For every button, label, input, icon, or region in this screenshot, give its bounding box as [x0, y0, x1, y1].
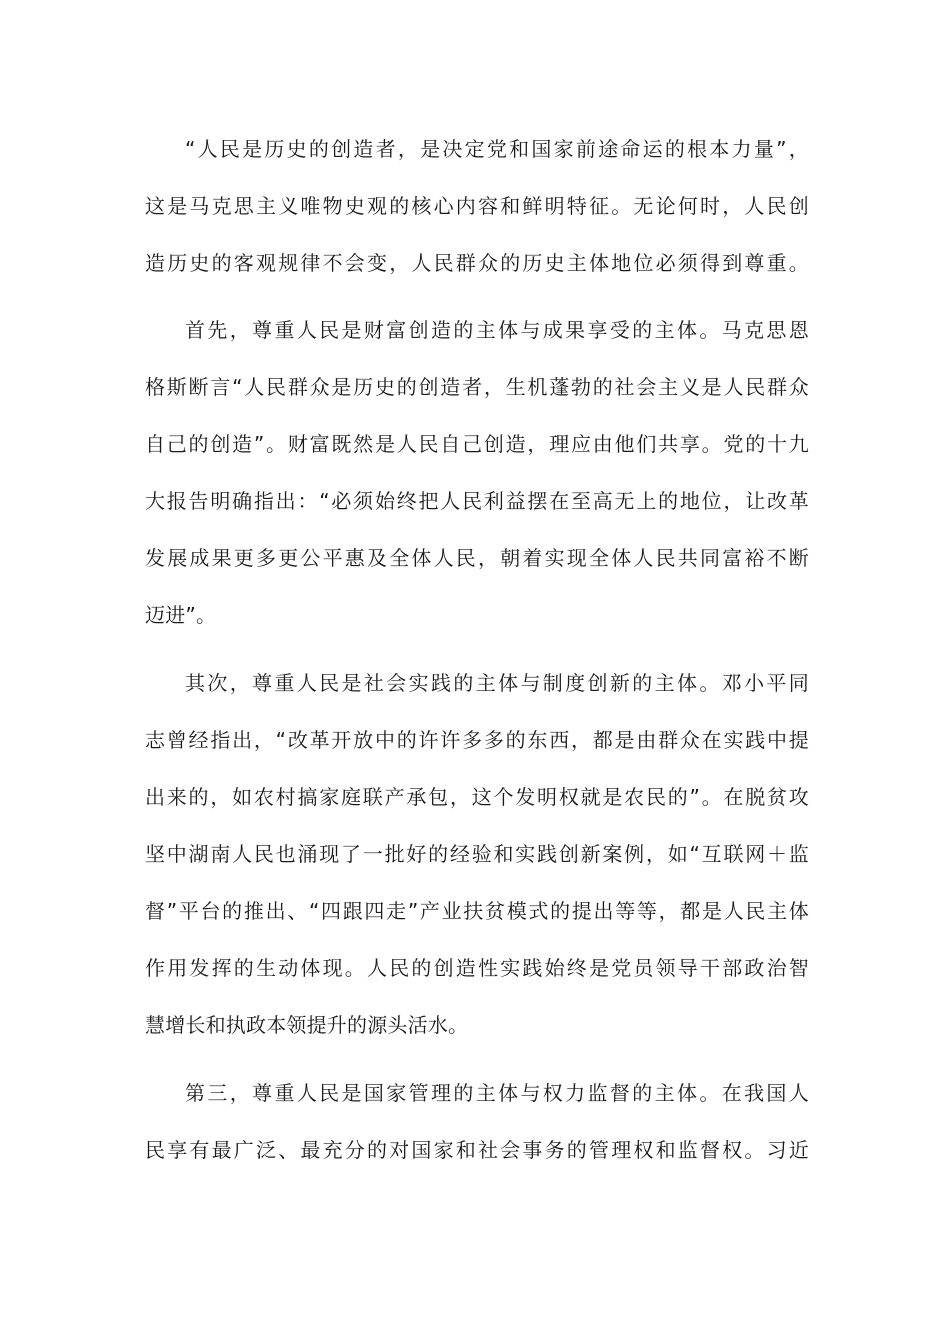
paragraph-line: 其次，尊重人民是社会实践的主体与制度创新的主体。邓小平同	[185, 671, 809, 695]
paragraph-line: 大报告明确指出：“必须始终把人民利益摆在至高无上的地位，让改革	[145, 489, 809, 513]
paragraph-line: “人民是历史的创造者，是决定党和国家前途命运的根本力量”，	[185, 137, 809, 161]
paragraph-line: 自己的创造”。财富既然是人民自己创造，理应由他们共享。党的十九	[145, 432, 809, 456]
paragraph-line: 迈进”。	[145, 603, 217, 627]
paragraph-line: 志曾经指出，“改革开放中的许许多多的东西，都是由群众在实践中提	[145, 728, 809, 752]
paragraph-line: 发展成果更多更公平惠及全体人民，朝着实现全体人民共同富裕不断	[145, 546, 809, 570]
paragraph-line: 作用发挥的生动体现。人民的创造性实践始终是党员领导干部政治智	[145, 956, 809, 980]
paragraph-line: 这是马克思主义唯物史观的核心内容和鲜明特征。无论何时，人民创	[145, 194, 809, 218]
paragraph-line: 格斯断言“人民群众是历史的创造者，生机蓬勃的社会主义是人民群众	[145, 375, 809, 399]
paragraph-line: 坚中湖南人民也涌现了一批好的经验和实践创新案例，如“互联网＋监	[145, 842, 809, 866]
paragraph-line: 首先，尊重人民是财富创造的主体与成果享受的主体。马克思恩	[185, 318, 809, 342]
paragraph-line: 民享有最广泛、最充分的对国家和社会事务的管理权和监督权。习近	[145, 1138, 809, 1162]
paragraph-line: 出来的，如农村搞家庭联产承包，这个发明权就是农民的”。在脱贫攻	[145, 785, 809, 809]
paragraph-line: 造历史的客观规律不会变，人民群众的历史主体地位必须得到尊重。	[145, 251, 809, 275]
paragraph-line: 第三，尊重人民是国家管理的主体与权力监督的主体。在我国人	[185, 1081, 809, 1105]
paragraph-line: 慧增长和执政本领提升的源头活水。	[145, 1013, 469, 1037]
paragraph-line: 督”平台的推出、“四跟四走”产业扶贫模式的提出等等，都是人民主体	[145, 899, 809, 923]
